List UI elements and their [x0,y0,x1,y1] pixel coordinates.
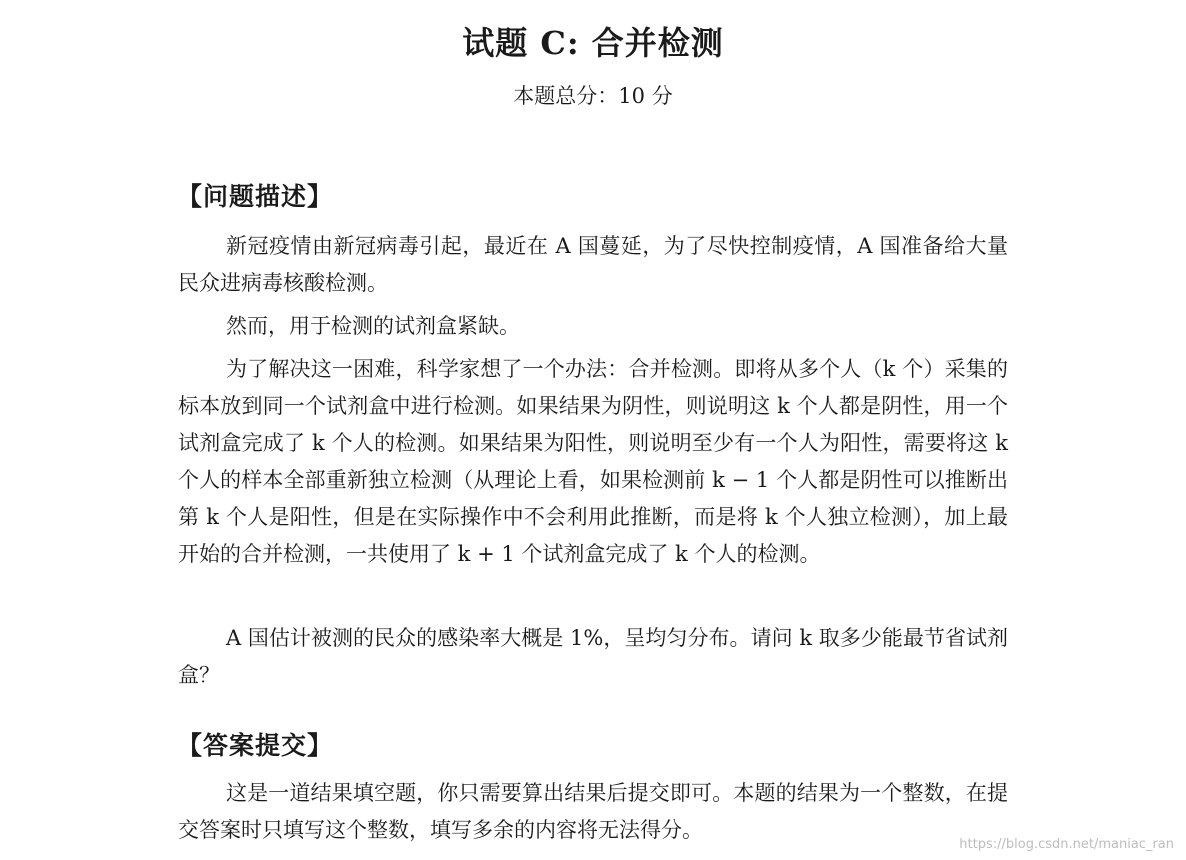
description-paragraph-2: 然而，用于检测的试剂盒紧缺。 [226,314,520,338]
page-title: 试题 C: 合并检测 [462,24,724,62]
watermark-url: https://blog.csdn.net/maniac_ran [959,837,1174,852]
description-paragraph-1: 新冠疫情由新冠病毒引起，最近在 A 国蔓延，为了尽快控制疫情，A 国准备给大量民众进病毒核酸检测。 [178,234,1008,295]
submission-paragraph-1: 这是一道结果填空题，你只需要算出结果后提交即可。本题的结果为一个整数，在提交答案时只填写这个整数，填写多余的内容将无法得分。 [178,781,1008,842]
score-subtitle: 本题总分：10 分 [513,84,673,108]
description-paragraph-4: A 国估计被测的民众的感染率大概是 1%，呈均匀分布。请问 k 取多少能最节省试剂盒？ [178,626,1008,687]
description-paragraph-3: 为了解决这一困难，科学家想了一个办法：合并检测。即将从多个人（k 个）采集的标本放到同一个试剂盒中进行检测。如果结果为阴性，则说明这 k 个人都是阴性，用一个试剂盒完成了 k 个人的检测。如果结果为阳性，则说明至少有一个人为阳性，需要将这 k 个人的样本全部重新独立检测（从理论上看，如果检测前 k − 1 个人都是阴性可以推断出第 k 个人是阳性，但是在实际操作中不会利用此推断，而是将 k 个人独立检测），加上最开始的合并检测，一共使用了 k + 1 个试剂盒完成了 k 个人的检测。 [178,357,1008,566]
section-heading-description: 【问题描述】 [177,182,334,211]
section-heading-submission: 【答案提交】 [177,731,334,760]
